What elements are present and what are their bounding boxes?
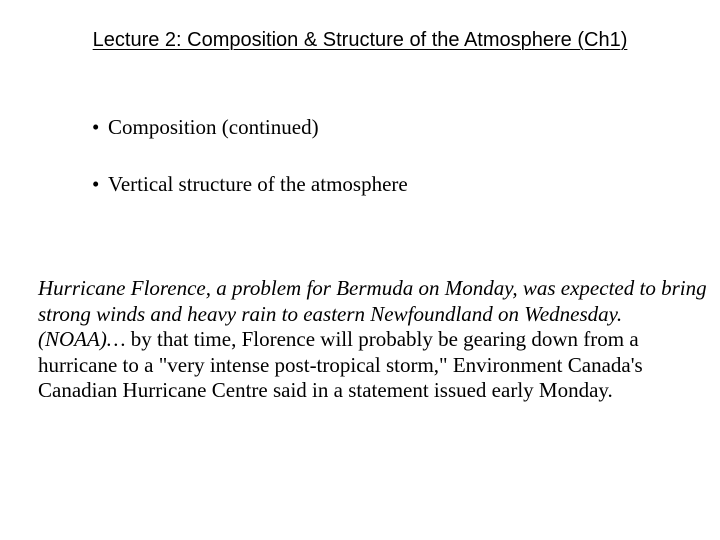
bullet-label: Composition (continued) (108, 115, 319, 139)
slide-title-text: Lecture 2: Composition & Structure of the Atmosphere (Ch1) (92, 29, 628, 51)
passage-italic-quote: Hurricane Florence, a problem for Bermuda on Monday, was expected to bring strong winds and heavy rain to eastern Newfoundland on Wednesday. (NOAA)… (38, 276, 707, 352)
news-passage (38, 276, 710, 404)
bullet-list (92, 113, 408, 227)
bullet-item-vertical-structure (92, 170, 408, 198)
bullet-item-composition (92, 113, 408, 141)
bullet-label: Vertical structure of the atmosphere (108, 172, 408, 196)
bullet-dot-icon: • (92, 115, 100, 139)
bullet-dot-icon: • (92, 172, 100, 196)
slide-title (0, 27, 720, 53)
passage-continuation: by that time, Florence will probably be gearing down from a hurricane to a "very intense post-tropical storm," Environment Canada's Canadian Hurricane Centre said in a statement issued early Monday. (38, 327, 643, 403)
